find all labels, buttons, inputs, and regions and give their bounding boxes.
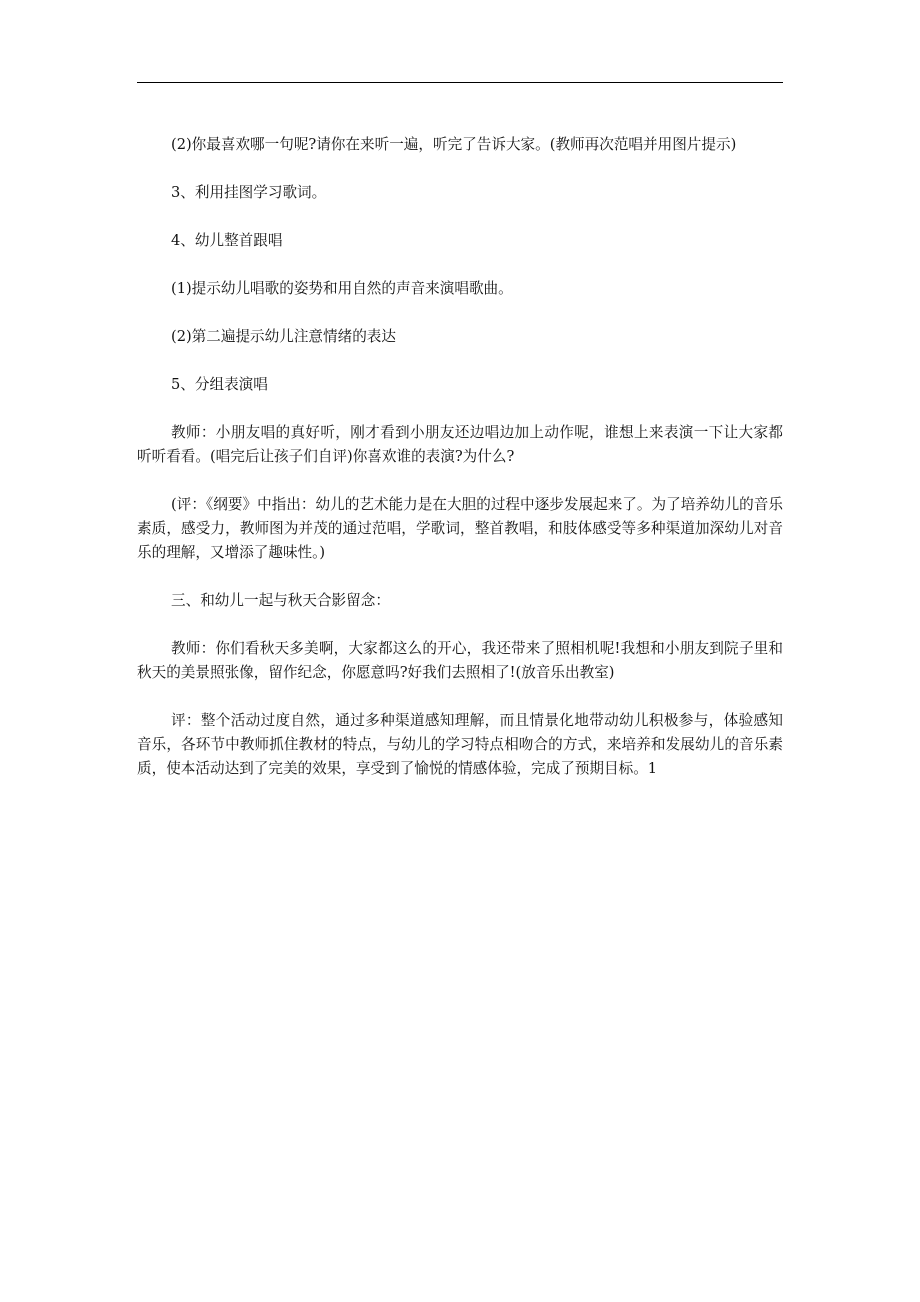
paragraph: 评：整个活动过度自然，通过多种渠道感知理解，而且情景化地带动幼儿积极参与，体验感知音乐，各环节中教师抓住教材的特点，与幼儿的学习特点相吻合的方式，来培养和发展幼儿的音乐素质，使本活动达到了完美的效果，享受到了愉悦的情感体验，完成了预期目标。1 <box>137 712 783 777</box>
paragraph: 教师：你们看秋天多美啊，大家都这么的开心，我还带来了照相机呢!我想和小朋友到院子里和秋天的美景照张像，留作纪念，你愿意吗?好我们去照相了!(放音乐出教室) <box>137 640 783 681</box>
paragraph: 3、利用挂图学习歌词。 <box>171 184 327 201</box>
header-rule <box>137 82 783 83</box>
paragraph: 教师：小朋友唱的真好听，刚才看到小朋友还边唱边加上动作呢，谁想上来表演一下让大家都听听看看。(唱完后让孩子们自评)你喜欢谁的表演?为什么? <box>137 424 783 465</box>
section-heading: 三、和幼儿一起与秋天合影留念： <box>171 592 390 609</box>
paragraph: (1)提示幼儿唱歌的姿势和用自然的声音来演唱歌曲。 <box>171 280 513 297</box>
paragraph: (评：《纲要》中指出：幼儿的艺术能力是在大胆的过程中逐步发展起来了。为了培养幼儿的音乐素质，感受力，教师图为并茂的通过范唱，学歌词，整首教唱，和肢体感受等多种渠道加深幼儿对音乐的理解，又增添了趣味性。) <box>137 496 783 561</box>
paragraph: (2)你最喜欢哪一句呢?请你在来听一遍，听完了告诉大家。(教师再次范唱并用图片提示) <box>171 136 737 153</box>
paragraph: (2)第二遍提示幼儿注意情绪的表达 <box>171 328 396 345</box>
paragraph: 5、分组表演唱 <box>171 376 268 393</box>
document-body <box>137 133 783 781</box>
paragraph: 4、幼儿整首跟唱 <box>171 232 283 249</box>
